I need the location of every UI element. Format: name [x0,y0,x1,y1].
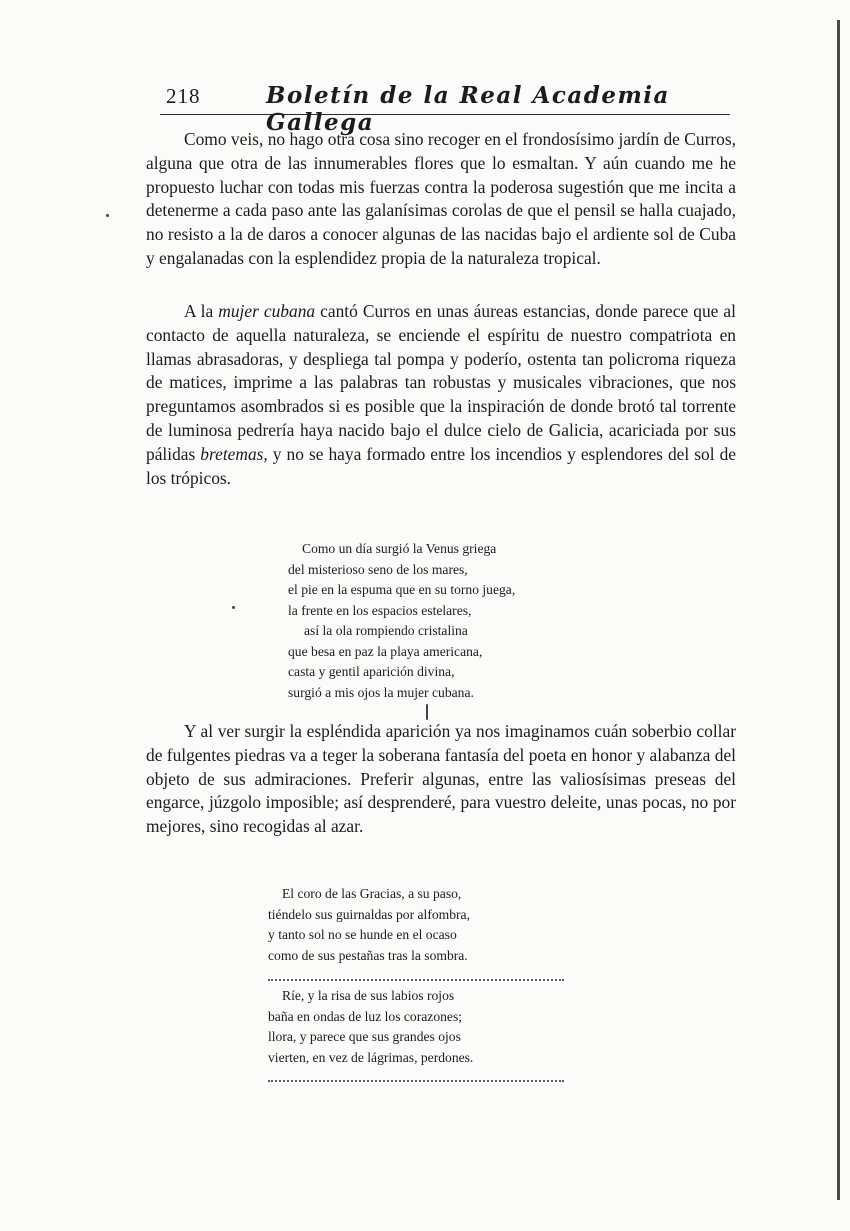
journal-title: Boletín de la Real Academia Gallega [266,82,670,136]
poem-line: casta y gentil aparición divina, [288,664,455,679]
emphasis-mujer-cubana: mujer cubana [218,301,316,321]
paper-speck [106,214,109,217]
paragraph-1: Como veis, no hago otra cosa sino recoger en el frondosísimo jardín de Curros, alguna que otra de las innumerables flores que lo esmaltan. Y aún cuando me he propuesto luchar con todas mis fuerzas contra la poderosa sugestión que me incita a detenerme a cada paso ante las galanísimas corolas de que el pensil se halla cuajado, no resisto a la de daros a conocer algunas de las nacidas bajo el ardiente sol de Cuba y engalanadas con la esplendidez propia de la naturaleza tropical. [146,129,736,268]
paragraph-2-start: A la [184,301,219,321]
emphasis-bretemas: bretemas, [200,443,268,464]
page-number: 218 [166,84,201,108]
poem-line: baña en ondas de luz los corazones; [268,1008,463,1024]
poem-line: El coro de las Gracias, a su paso, [282,886,462,901]
poem-line: y tanto sol no se hunde en el ocaso [268,927,457,942]
ellipsis-divider [268,979,564,983]
poem-line: Como un día surgió la Venus griega [302,541,497,556]
paragraph-2-end: y no se haya formado entre los incendios y esplendores del sol de los trópicos. [146,443,736,488]
paper-speck [232,606,235,609]
paragraph-3: Y al ver surgir la espléndida aparición ya nos imaginamos cuán soberbio collar de fulgentes piedras va a teger la soberana fantasía del poeta en honor y alabanza del objeto de sus admiraciones. Preferir algunas, entre las valiosísimas preseas del engarce, júzgolo imposible; así desprenderé, para vuestro deleite, unas pocas, no por mejores, sino recogidas al azar. [146,721,736,837]
poem-line: así la ola rompiendo cristalina [304,623,468,638]
paper-speck [426,704,428,720]
paragraph-2 [146,300,736,490]
poem-line: la frente en los espacios estelares, [288,602,472,618]
poem-line: tiéndelo sus guirnaldas por alfombra, [268,906,470,922]
poem-line: llora, y parece que sus grandes ojos [268,1029,461,1044]
page-edge [837,20,840,1200]
poem-line: vierten, en vez de lágrimas, perdones. [268,1049,474,1065]
poem-stanza-rie [268,986,473,1068]
paragraph-2-middle: cantó Curros en unas áureas estancias, donde parece que al contacto de aquella naturaleza, se enciende el espíritu de nuestro compatriota en llamas abrasadoras, y despliega tal pompa y poderío, ostenta tan policroma riqueza de matices, imprime a las palabras tan robustas y musicales vibraciones, que nos preguntamos asombrados si es posible que la inspiración de donde brotó tal torrente de luminosa pedrería haya nacido bajo el dulce cielo de Galicia, acariciada por sus pálidas [146,301,736,464]
poem-stanza-gracias [268,884,470,966]
running-header [160,80,730,136]
poem-line: el pie en la espuma que en su torno juega, [288,582,516,597]
poem-mujer-cubana [288,539,515,703]
poem-line: que besa en paz la playa americana, [288,643,483,659]
poem-line: del misterioso seno de los mares, [288,561,468,577]
poem-line: surgió a mis ojos la mujer cubana. [288,684,474,700]
poem-line: como de sus pestañas tras la sombra. [268,947,468,963]
ellipsis-divider [268,1080,564,1084]
poem-line: Ríe, y la risa de sus labios rojos [282,988,455,1003]
